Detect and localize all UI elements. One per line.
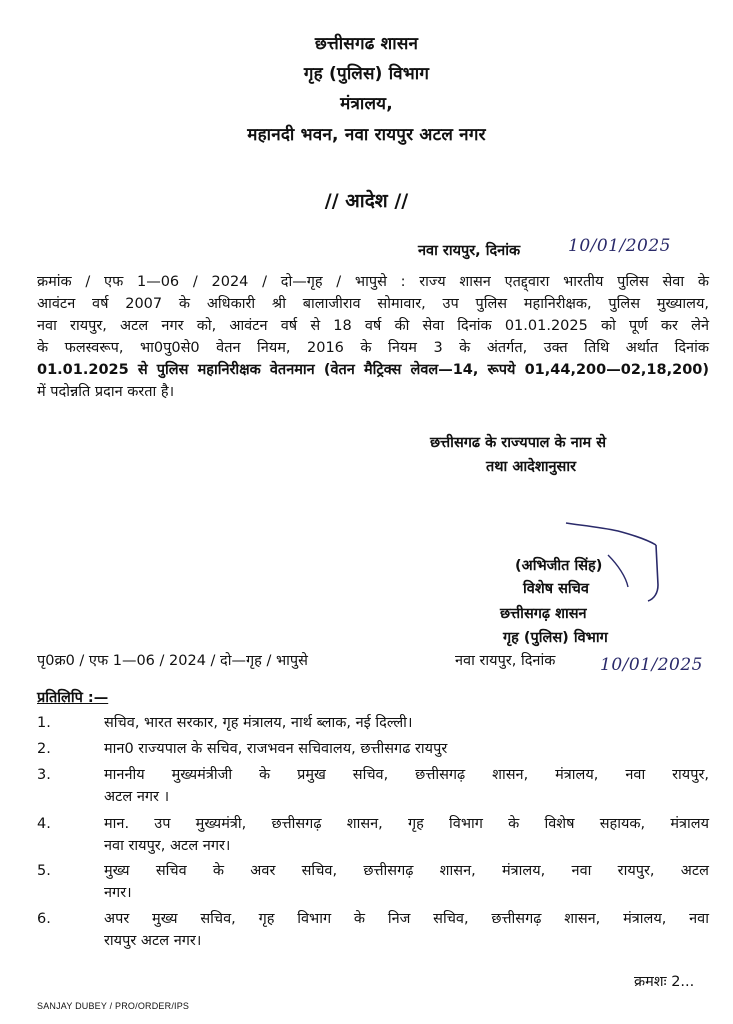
authority-line-1: छत्तीसगढ के राज्यपाल के नाम से (430, 435, 607, 451)
body-line: 01.01.2025 से पुलिस महानिरीक्षक वेतनमान (वेतन मैट्रिक्स लेवल—14, रूपये 01,44,200—02,18,200) (37, 362, 709, 378)
list-item-text: मुख्य सचिव के अवर सचिव, छत्तीसगढ़ शासन, मंत्रालय, नवा रायपुर, अटल (104, 863, 709, 879)
header-address: महानदी भवन, नवा रायपुर अटल नगर (247, 125, 486, 145)
continued-marker: क्रमशः 2... (634, 974, 695, 990)
body-line: क्रमांक / एफ 1—06 / 2024 / दो—गृह / भापुसे : राज्य शासन एतद्द्वारा भारतीय पुलिस सेवा के (37, 274, 709, 290)
body-line: आवंटन वर्ष 2007 के अधिकारी श्री बालाजीराव सोमावार, उप पुलिस महानिरीक्षक, पुलिस मुख्यालय, (37, 296, 709, 312)
endorsement-reference: पृ0क्र0 / एफ 1—06 / 2024 / दो—गृह / भापुसे (37, 653, 308, 669)
list-item-number: 3. (37, 767, 51, 783)
list-item-number: 4. (37, 816, 51, 832)
list-item-number: 2. (37, 741, 51, 757)
footer-reference: SANJAY DUBEY / PRO/ORDER/IPS (37, 1001, 190, 1011)
list-item-number: 5. (37, 863, 51, 879)
endorsement-place-date: नवा रायपुर, दिनांक (455, 653, 556, 669)
body-line: में पदोन्नति प्रदान करता है। (37, 384, 175, 400)
order-body (37, 271, 709, 403)
body-line: के फलस्वरूप, भा0पु0से0 वेतन नियम, 2016 के नियम 3 के अंतर्गत, उक्त तिथि अर्थात दिनांक (37, 340, 709, 356)
list-item-text: सचिव, भारत सरकार, गृह मंत्रालय, नार्थ ब्लाक, नई दिल्ली। (104, 715, 413, 731)
list-item-text: माननीय मुख्यमंत्रीजी के प्रमुख सचिव, छत्तीसगढ़ शासन, मंत्रालय, नवा रायपुर, (104, 767, 709, 783)
list-item-text: अटल नगर । (104, 789, 170, 805)
list-item-text: मान. उप मुख्यमंत्री, छत्तीसगढ़ शासन, गृह विभाग के विशेष सहायक, मंत्रालय (104, 816, 709, 832)
copies-heading: प्रतिलिपि :— (37, 690, 109, 706)
signatory-designation: विशेष सचिव (523, 581, 589, 597)
place-date-label: नवा रायपुर, दिनांक (418, 243, 521, 259)
order-title: // आदेश // (324, 190, 409, 212)
signatory-department: गृह (पुलिस) विभाग (503, 630, 608, 646)
list-item-text: नवा रायपुर, अटल नगर। (104, 838, 231, 854)
list-item-text: अपर मुख्य सचिव, गृह विभाग के निज सचिव, छत्तीसगढ़ शासन, मंत्रालय, नवा (104, 911, 709, 927)
authority-line-2: तथा आदेशानुसार (486, 459, 577, 475)
list-item-number: 1. (37, 715, 51, 731)
signatory-government: छत्तीसगढ़ शासन (500, 606, 587, 622)
handwritten-date: 10/01/2025 (568, 236, 671, 256)
list-item-number: 6. (37, 911, 51, 927)
header-state-government: छत्तीसगढ शासन (314, 34, 419, 54)
list-item-text: नगर। (104, 885, 132, 901)
body-line: नवा रायपुर, अटल नगर को, आवंटन वर्ष से 18 वर्ष की सेवा दिनांक 01.01.2025 को पूर्ण कर लेने (37, 318, 709, 334)
signatory-name: (अभिजीत सिंह) (515, 558, 603, 574)
endorsement-handwritten-date: 10/01/2025 (600, 655, 703, 675)
header-department: गृह (पुलिस) विभाग (303, 64, 430, 84)
list-item-text: रायपुर अटल नगर। (104, 933, 202, 949)
header-ministry: मंत्रालय, (340, 94, 393, 114)
list-item-text: मान0 राज्यपाल के सचिव, राजभवन सचिवालय, छत्तीसगढ रायपुर (104, 741, 448, 757)
